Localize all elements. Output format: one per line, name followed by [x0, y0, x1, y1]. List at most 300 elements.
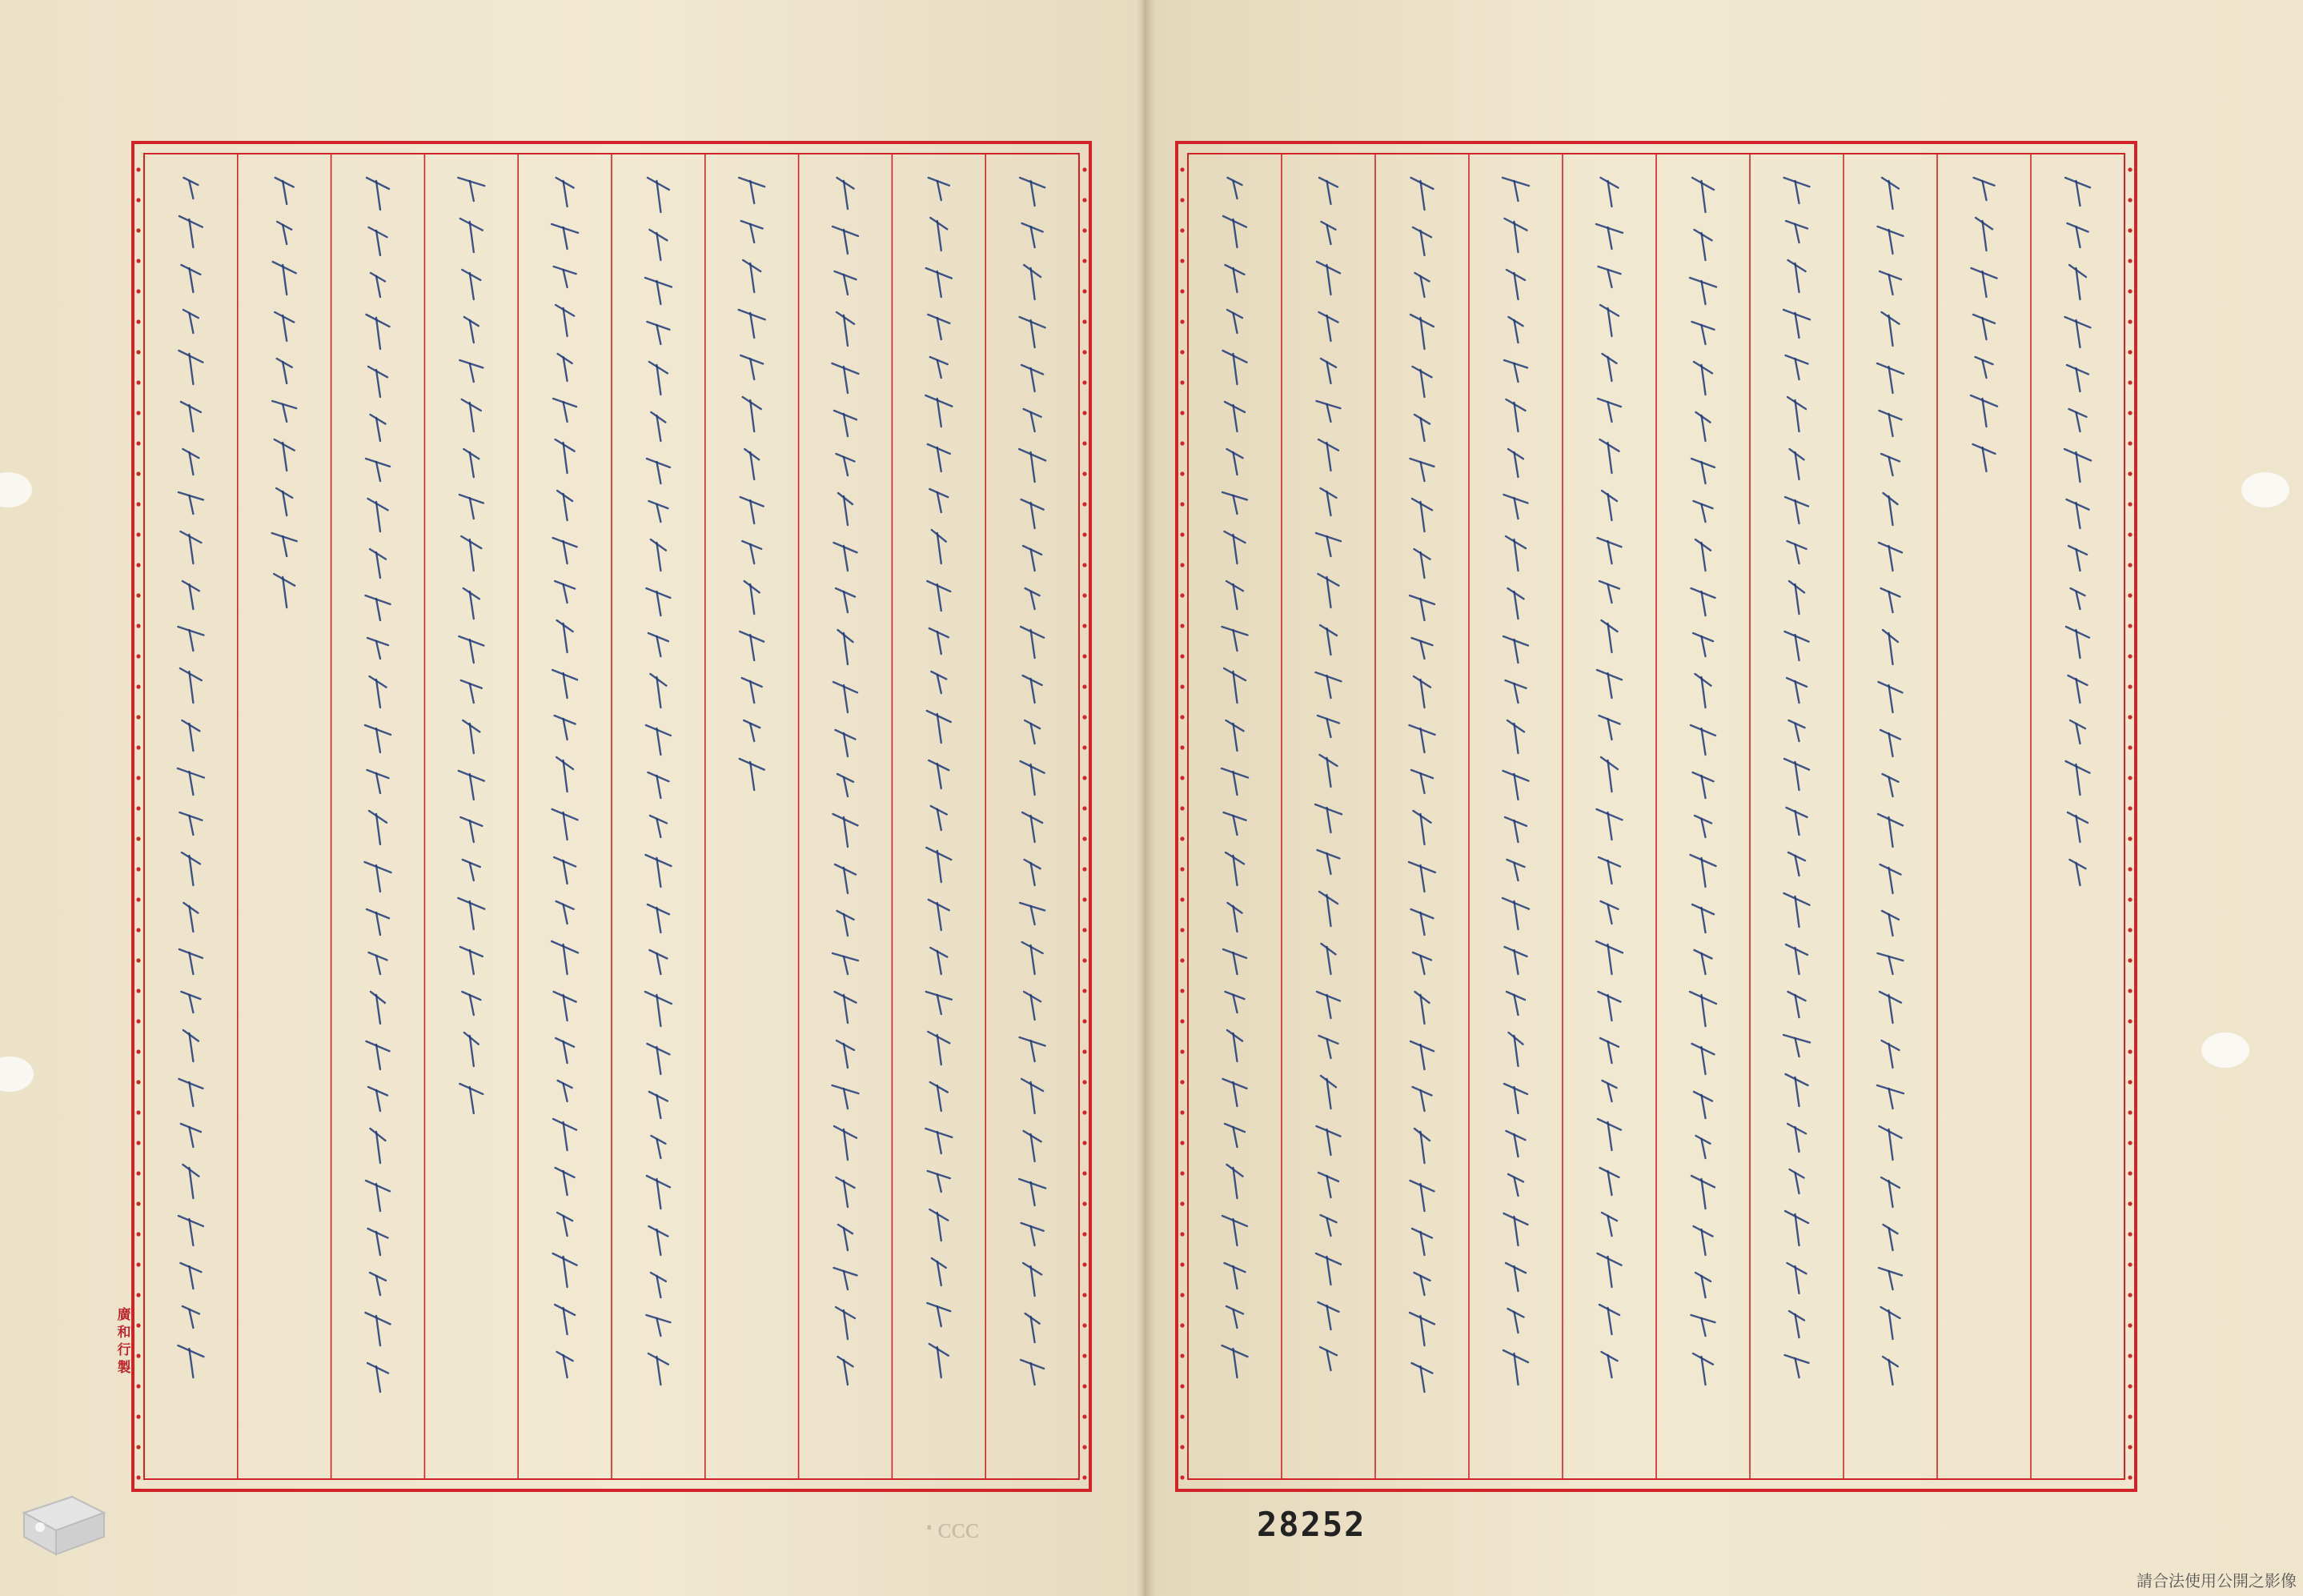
margin-dot — [136, 867, 140, 871]
handwritten-glyph — [283, 181, 287, 204]
handwritten-glyph — [1234, 268, 1238, 292]
margin-dot — [1082, 228, 1086, 232]
handwritten-glyph — [656, 281, 660, 304]
handwritten-glyph — [1421, 1232, 1425, 1255]
margin-dot — [136, 1019, 140, 1023]
margin-dot — [136, 1262, 140, 1266]
handwritten-glyph — [2076, 630, 2080, 658]
handwritten-glyph — [1234, 1309, 1238, 1328]
handwritten-glyph — [470, 363, 474, 382]
handwritten-glyph — [1795, 224, 1799, 243]
handwritten-glyph — [1515, 820, 1519, 842]
margin-dot — [136, 502, 140, 506]
handwritten-glyph — [1608, 541, 1612, 563]
handwritten-glyph — [1702, 858, 1706, 887]
margin-dot — [136, 624, 140, 628]
handwritten-glyph — [1234, 1349, 1238, 1377]
handwritten-glyph — [1515, 995, 1519, 1015]
margin-dot — [1082, 684, 1086, 688]
handwritten-glyph — [844, 1271, 848, 1289]
handwritten-glyph — [1889, 868, 1893, 893]
handwritten-glyph — [1421, 641, 1425, 659]
margin-dot — [136, 1141, 140, 1145]
handwritten-glyph — [656, 1095, 660, 1118]
handwritten-glyph — [189, 995, 193, 1013]
handwritten-glyph — [1421, 956, 1425, 974]
handwritten-glyph — [1515, 863, 1519, 880]
handwritten-glyph — [376, 1316, 380, 1345]
handwritten-glyph — [470, 950, 474, 974]
handwritten-glyph — [1031, 227, 1035, 247]
handwritten-glyph — [1608, 1216, 1612, 1236]
handwritten-glyph — [1795, 724, 1799, 741]
handwritten-glyph — [656, 1139, 660, 1158]
handwritten-glyph — [1031, 181, 1035, 206]
faint-background-number: ·ᴄᴄᴄ — [921, 1512, 980, 1545]
handwritten-glyph — [1983, 360, 1987, 378]
handwritten-glyph — [1515, 950, 1519, 974]
handwritten-glyph — [1702, 504, 1706, 522]
handwritten-glyph — [656, 636, 660, 656]
handwritten-glyph — [656, 1318, 660, 1336]
handwritten-glyph — [564, 1216, 568, 1236]
handwritten-glyph — [376, 1232, 380, 1255]
handwritten-glyph — [189, 1219, 193, 1245]
handwritten-glyph — [1889, 777, 1893, 796]
handwritten-glyph — [1608, 904, 1612, 924]
handwritten-glyph — [1515, 181, 1519, 201]
handwritten-glyph — [1327, 1305, 1331, 1329]
margin-dot — [2128, 928, 2132, 932]
handwritten-glyph — [1327, 225, 1331, 244]
margin-dot — [1180, 776, 1184, 780]
handwritten-glyph — [937, 360, 941, 378]
margin-dot — [1180, 1019, 1184, 1023]
handwritten-glyph — [844, 817, 848, 847]
margin-dot — [1082, 1384, 1086, 1388]
margin-dot — [136, 654, 140, 658]
handwritten-glyph — [656, 1047, 660, 1074]
handwritten-glyph — [1327, 853, 1331, 874]
handwritten-glyph — [844, 275, 848, 295]
margin-dot — [1082, 715, 1086, 719]
handwritten-glyph — [1702, 1139, 1706, 1158]
handwritten-glyph — [750, 724, 754, 741]
margin-dot — [2128, 441, 2132, 445]
margin-dot — [1082, 441, 1086, 445]
margin-dot — [1180, 1445, 1184, 1449]
handwritten-glyph — [656, 504, 660, 522]
handwritten-glyph — [937, 809, 941, 830]
handwritten-glyph — [376, 1184, 380, 1211]
margin-dot — [2128, 1110, 2132, 1114]
margin-dot — [136, 988, 140, 992]
margin-dot — [136, 563, 140, 567]
margin-dot — [1082, 897, 1086, 901]
handwritten-glyph — [1702, 1095, 1706, 1118]
handwritten-glyph — [283, 225, 287, 244]
handwritten-glyph — [1983, 181, 1987, 200]
margin-dot — [2128, 563, 2132, 567]
margin-dot — [2128, 1323, 2132, 1327]
handwritten-glyph — [564, 227, 568, 249]
margin-dot — [1082, 411, 1086, 415]
handwritten-glyph — [1608, 1171, 1612, 1195]
margin-dot — [2128, 319, 2132, 323]
handwritten-glyph — [283, 404, 287, 422]
margin-dot — [1082, 350, 1086, 354]
handwritten-glyph — [1031, 549, 1035, 571]
handwritten-glyph — [750, 500, 754, 523]
margin-dot — [1180, 958, 1184, 962]
margin-dot — [136, 167, 140, 171]
handwritten-glyph — [1795, 635, 1799, 660]
handwritten-glyph — [1421, 773, 1425, 793]
handwritten-glyph — [656, 728, 660, 755]
margin-dot — [136, 441, 140, 445]
margin-dot — [1082, 259, 1086, 263]
margin-dot — [2128, 988, 2132, 992]
margin-dot — [2128, 1414, 2132, 1418]
margin-dot — [1082, 532, 1086, 536]
handwritten-glyph — [844, 914, 848, 936]
handwritten-glyph — [376, 728, 380, 752]
handwritten-glyph — [1702, 1047, 1706, 1074]
handwritten-glyph — [750, 181, 754, 203]
left-manuscript-grid — [133, 142, 1090, 1490]
handwritten-glyph — [189, 268, 193, 292]
handwritten-glyph — [1421, 912, 1425, 935]
margin-dot — [1180, 928, 1184, 932]
handwritten-glyph — [1702, 1318, 1706, 1336]
margin-dot — [1082, 471, 1086, 475]
margin-dot — [1180, 1141, 1184, 1145]
handwritten-glyph — [844, 230, 848, 254]
handwritten-glyph — [937, 1132, 941, 1153]
margin-dot — [136, 684, 140, 688]
handwritten-glyph — [1795, 500, 1799, 523]
margin-dot — [136, 928, 140, 932]
handwritten-glyph — [376, 1276, 380, 1295]
handwritten-glyph — [1515, 1177, 1519, 1196]
margin-dot — [2128, 1445, 2132, 1449]
handwritten-glyph — [1234, 219, 1238, 247]
margin-dot — [1082, 928, 1086, 932]
handwritten-glyph — [1327, 1039, 1331, 1058]
handwritten-glyph — [844, 685, 848, 712]
margin-dot — [1082, 1293, 1086, 1297]
handwritten-glyph — [656, 462, 660, 483]
handwritten-glyph — [564, 812, 568, 840]
handwritten-glyph — [376, 956, 380, 974]
margin-dot — [136, 897, 140, 901]
handwritten-glyph — [1702, 819, 1706, 837]
margin-dot — [1180, 1110, 1184, 1114]
handwritten-glyph — [189, 1309, 193, 1328]
handwritten-glyph — [1795, 995, 1799, 1017]
margin-dot — [136, 1475, 140, 1479]
handwritten-glyph — [376, 912, 380, 935]
margin-dot — [2128, 897, 2132, 901]
margin-dot — [1180, 745, 1184, 749]
handwritten-glyph — [564, 719, 568, 740]
margin-dot — [136, 1201, 140, 1205]
handwritten-glyph — [1608, 995, 1612, 1021]
handwritten-glyph — [470, 995, 474, 1015]
margin-dot — [1082, 654, 1086, 658]
margin-dot — [1082, 1262, 1086, 1266]
margin-dot — [2128, 806, 2132, 810]
handwritten-glyph — [1608, 584, 1612, 603]
margin-dot — [2128, 532, 2132, 536]
handwritten-glyph — [2076, 724, 2080, 744]
serial-number: 28252 — [1257, 1505, 1366, 1544]
margin-dot — [1082, 1110, 1086, 1114]
handwritten-glyph — [1702, 281, 1706, 304]
handwritten-glyph — [1608, 1122, 1612, 1150]
margin-dot — [1082, 836, 1086, 840]
handwritten-glyph — [189, 1127, 193, 1147]
handwritten-glyph — [2076, 412, 2080, 431]
margin-dot — [136, 1110, 140, 1114]
margin-dot — [2128, 167, 2132, 171]
handwritten-glyph — [564, 673, 568, 698]
margin-dot — [1180, 471, 1184, 475]
handwritten-glyph — [1031, 679, 1035, 703]
handwritten-glyph — [937, 1306, 941, 1326]
handwritten-glyph — [189, 952, 193, 974]
margin-dot — [1180, 441, 1184, 445]
margin-dot — [136, 1414, 140, 1418]
handwritten-glyph — [2076, 549, 2080, 571]
handwritten-glyph — [656, 858, 660, 887]
margin-dot — [2128, 228, 2132, 232]
handwritten-glyph — [2076, 503, 2080, 528]
margin-dot — [1180, 1323, 1184, 1327]
margin-dot — [1180, 502, 1184, 506]
margin-dot — [1082, 1141, 1086, 1145]
handwritten-glyph — [1889, 733, 1893, 756]
handwritten-glyph — [844, 956, 848, 974]
handwritten-glyph — [1608, 812, 1612, 840]
handwritten-glyph — [1889, 457, 1893, 475]
handwritten-glyph — [656, 591, 660, 616]
archive-book-icon — [16, 1481, 112, 1561]
margin-dot — [1082, 380, 1086, 384]
margin-dot — [1180, 350, 1184, 354]
handwritten-glyph — [1889, 414, 1893, 436]
margin-dot — [1082, 1475, 1086, 1479]
handwritten-glyph — [1234, 313, 1238, 333]
margin-dot — [2128, 624, 2132, 628]
margin-dot — [136, 1384, 140, 1388]
handwritten-glyph — [1031, 1041, 1035, 1061]
handwritten-glyph — [564, 1122, 568, 1150]
handwritten-glyph — [656, 819, 660, 837]
handwritten-glyph — [1983, 399, 1987, 427]
handwritten-glyph — [564, 904, 568, 924]
handwritten-glyph — [844, 868, 848, 893]
handwritten-glyph — [1983, 447, 1987, 471]
margin-dot — [2128, 1080, 2132, 1084]
margin-dot — [2128, 1171, 2132, 1175]
handwritten-glyph — [937, 399, 941, 427]
handwritten-glyph — [844, 733, 848, 756]
handwritten-glyph — [376, 773, 380, 793]
margin-dot — [1180, 1232, 1184, 1236]
margin-dot — [2128, 1353, 2132, 1357]
handwritten-glyph — [376, 599, 380, 620]
margin-dot — [1082, 289, 1086, 293]
handwritten-glyph — [937, 181, 941, 200]
handwritten-glyph — [376, 1090, 380, 1111]
margin-dot — [2128, 289, 2132, 293]
handwritten-glyph — [1234, 1219, 1238, 1245]
margin-dot — [2128, 1232, 2132, 1236]
margin-dot — [2128, 1384, 2132, 1388]
margin-dot — [1180, 259, 1184, 263]
handwritten-glyph — [564, 944, 568, 974]
margin-dot — [136, 1445, 140, 1449]
handwritten-glyph — [1327, 719, 1331, 737]
handwritten-glyph — [937, 764, 941, 788]
handwritten-glyph — [564, 541, 568, 563]
margin-dot — [136, 1323, 140, 1327]
margin-dot — [136, 593, 140, 597]
margin-dot — [2128, 411, 2132, 415]
margin-dot — [1082, 502, 1086, 506]
handwritten-glyph — [656, 325, 660, 344]
handwritten-glyph — [937, 318, 941, 339]
margin-dot — [1180, 532, 1184, 536]
margin-dot — [1180, 867, 1184, 871]
margin-dot — [1180, 593, 1184, 597]
margin-dot — [136, 289, 140, 293]
margin-dot — [2128, 1293, 2132, 1297]
handwritten-glyph — [1031, 412, 1035, 431]
handwritten-glyph — [564, 402, 568, 422]
handwritten-glyph — [937, 995, 941, 1014]
margin-dot — [2128, 745, 2132, 749]
handwritten-glyph — [1795, 313, 1799, 338]
margin-dot — [136, 1171, 140, 1175]
margin-dot — [1082, 806, 1086, 810]
footer-usage-note: 請合法使用公開之影像 — [2136, 1571, 2297, 1590]
margin-dot — [1082, 198, 1086, 202]
margin-dot — [2128, 1141, 2132, 1145]
margin-dot — [1082, 1353, 1086, 1357]
margin-dot — [1180, 1171, 1184, 1175]
handwritten-glyph — [844, 367, 848, 393]
margin-dot — [1082, 745, 1086, 749]
handwritten-glyph — [750, 762, 754, 790]
handwritten-glyph — [1031, 591, 1035, 609]
handwritten-glyph — [1889, 230, 1893, 254]
margin-dot — [1180, 1414, 1184, 1418]
margin-dot — [2128, 1049, 2132, 1053]
margin-dot — [1082, 867, 1086, 871]
printer-stamp: 廣和行製 — [117, 1307, 131, 1376]
handwritten-glyph — [1889, 914, 1893, 936]
margin-dot — [1180, 684, 1184, 688]
margin-dot — [1180, 836, 1184, 840]
margin-dot — [136, 380, 140, 384]
handwritten-glyph — [1031, 368, 1035, 391]
handwritten-glyph — [656, 953, 660, 974]
handwritten-glyph — [1889, 1271, 1893, 1289]
margin-dot — [136, 228, 140, 232]
handwritten-glyph — [937, 714, 941, 743]
margin-dot — [1180, 624, 1184, 628]
margin-dot — [136, 1232, 140, 1236]
handwritten-glyph — [937, 492, 941, 512]
margin-dot — [2128, 958, 2132, 962]
handwritten-glyph — [1608, 944, 1612, 974]
handwritten-glyph — [1795, 948, 1799, 974]
margin-dot — [1180, 411, 1184, 415]
margin-dot — [2128, 654, 2132, 658]
margin-dot — [136, 1049, 140, 1053]
handwritten-glyph — [1515, 684, 1519, 703]
handwritten-glyph — [2076, 227, 2080, 247]
margin-dot — [1180, 1262, 1184, 1266]
margin-dot — [1180, 563, 1184, 567]
margin-dot — [1082, 988, 1086, 992]
margin-dot — [136, 836, 140, 840]
handwritten-glyph — [564, 1171, 568, 1195]
handwritten-glyph — [2076, 181, 2080, 206]
handwritten-glyph — [1608, 227, 1612, 249]
margin-dot — [1082, 1171, 1086, 1175]
handwritten-glyph — [1234, 952, 1238, 974]
handwritten-glyph — [1031, 1182, 1035, 1205]
handwritten-glyph — [470, 640, 474, 663]
handwritten-glyph — [1515, 640, 1519, 663]
margin-dot — [2128, 593, 2132, 597]
handwritten-glyph — [1702, 728, 1706, 755]
handwritten-glyph — [564, 995, 568, 1021]
margin-dot — [1180, 1475, 1184, 1479]
handwritten-glyph — [1608, 719, 1612, 740]
handwritten-glyph — [1515, 1134, 1519, 1157]
margin-dot — [1180, 167, 1184, 171]
margin-dot — [136, 471, 140, 475]
handwritten-glyph — [937, 632, 941, 654]
handwritten-glyph — [1515, 901, 1519, 929]
margin-dot — [136, 958, 140, 962]
handwritten-glyph — [564, 1041, 568, 1063]
handwritten-glyph — [564, 270, 568, 287]
margin-dot — [2128, 1019, 2132, 1023]
handwritten-glyph — [470, 181, 474, 201]
handwritten-glyph — [1421, 865, 1425, 892]
handwritten-glyph — [937, 1174, 941, 1192]
margin-dot — [1082, 1323, 1086, 1327]
handwritten-glyph — [470, 863, 474, 880]
margin-dot — [2128, 198, 2132, 202]
handwritten-glyph — [1702, 953, 1706, 974]
margin-dot — [1082, 958, 1086, 962]
margin-dot — [136, 715, 140, 719]
margin-dot — [136, 532, 140, 536]
handwritten-glyph — [1889, 817, 1893, 847]
handwritten-glyph — [189, 1349, 193, 1377]
handwritten-glyph — [189, 772, 193, 795]
margin-dot — [1180, 1080, 1184, 1084]
margin-dot — [1082, 563, 1086, 567]
handwritten-glyph — [1702, 908, 1706, 932]
margin-dot — [1082, 1019, 1086, 1023]
